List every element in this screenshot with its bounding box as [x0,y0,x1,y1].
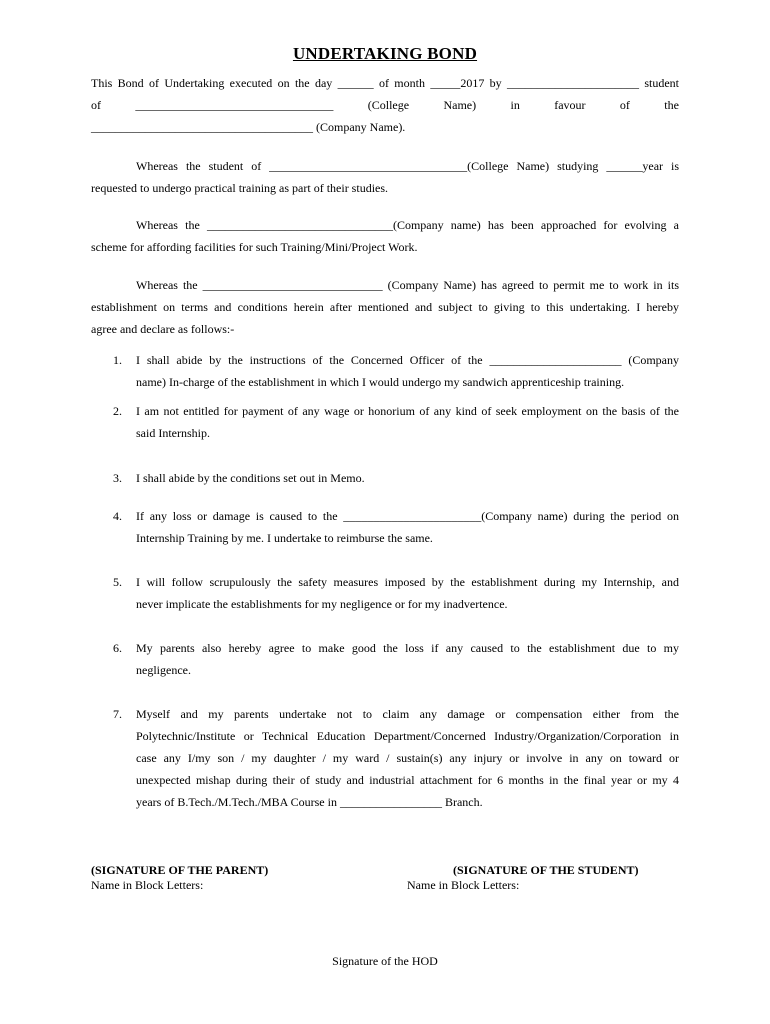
list-item [91,505,679,549]
list-item-number: 6. [113,641,122,655]
whereas-paragraph-3 [91,274,679,340]
list-item-line: Internship Training by me. I undertake to reimburse the same. [136,531,433,545]
hod-signature-label: Signature of the HOD [332,954,438,968]
parent-signature-block [91,863,268,893]
intro-word: in [510,98,520,112]
list-item-number: 1. [113,353,122,367]
list-item [91,637,679,681]
whereas-paragraph-2 [91,214,679,258]
intro-word: the [664,98,679,112]
list-item [91,571,679,615]
list-item-line: said Internship. [136,426,210,440]
whereas-3-line-3: agree and declare as follows:- [91,322,235,336]
list-item-line: Myself and my parents undertake not to claim any damage or compensation either from the [136,707,679,721]
student-name-label: Name in Block Letters: [407,878,520,892]
list-item-number: 3. [113,471,122,485]
intro-word: (College [367,98,410,112]
list-item [91,467,679,489]
whereas-2-line-2: scheme for affording facilities for such Training/Mini/Project Work. [91,240,418,254]
intro-paragraph [91,72,679,138]
parent-signature-heading: (SIGNATURE OF THE PARENT) [91,863,269,877]
list-item-number: 5. [113,575,122,589]
document-title: UNDERTAKING BOND [292,44,478,63]
intro-line-1: This Bond of Undertaking executed on the day ______ of month _____2017 by ______________________ student [91,76,679,90]
list-item-line: Polytechnic/Institute or Technical Education Department/Concerned Industry/Organization/Corporation in [136,729,679,743]
whereas-1-line-2: requested to undergo practical training as part of their studies. [91,181,389,195]
list-item-line: unexpected mishap during their of study and industrial attachment for 6 months in the final year or my 4 [136,773,679,787]
whereas-3-line-2: establishment on terms and conditions herein after mentioned and subject to giving to this undertaking. I hereby [91,300,679,314]
whereas-1-line-1: Whereas the student of _________________________________(College Name) studying ______year is [136,159,679,173]
list-item-line: case any I/my son / my daughter / my ward / sustain(s) any injury or involve in any on toward or [136,751,679,765]
intro-line-3: _____________________________________ (Company Name). [91,120,406,134]
list-item-line: If any loss or damage is caused to the _______________________(Company name) during the period on [136,509,679,523]
intro-word: of [619,98,630,112]
intro-word: _________________________________ [135,98,334,112]
intro-line-2 [91,94,679,116]
whereas-2-line-1: Whereas the _______________________________(Company name) has been approached for evolving a [136,218,679,232]
list-item-number: 7. [113,707,122,721]
list-item-line: I will follow scrupulously the safety measures imposed by the establishment during my Internship, and [136,575,679,589]
intro-word: Name) [443,98,477,112]
list-item-line: I shall abide by the instructions of the Concerned Officer of the ______________________ (Company [136,353,679,367]
student-signature-block [407,863,638,893]
list-item-line: negligence. [136,663,191,677]
list-item-line: My parents also hereby agree to make good the loss if any caused to the establishment due to my [136,641,679,655]
list-item [91,349,679,393]
list-item-number: 2. [113,404,122,418]
parent-name-label: Name in Block Letters: [91,878,204,892]
list-item-line: I shall abide by the conditions set out in Memo. [136,471,365,485]
list-item-line: years of B.Tech./M.Tech./MBA Course in _________________ Branch. [136,795,483,809]
whereas-3-line-1: Whereas the ______________________________ (Company Name) has agreed to permit me to work in its [136,278,679,292]
list-item-line: never implicate the establishments for my negligence or for my inadvertence. [136,597,508,611]
list-item [91,400,679,444]
intro-word: favour [554,98,586,112]
intro-word: of [91,98,101,112]
student-signature-heading: (SIGNATURE OF THE STUDENT) [453,863,639,877]
list-item-number: 4. [113,509,122,523]
list-item [91,703,679,813]
list-item-line: name) In-charge of the establishment in which I would undergo my sandwich apprenticeship training. [136,375,625,389]
whereas-paragraph-1 [91,155,679,199]
list-item-line: I am not entitled for payment of any wage or honorium of any kind of seek employment on the basis of the [136,404,679,418]
